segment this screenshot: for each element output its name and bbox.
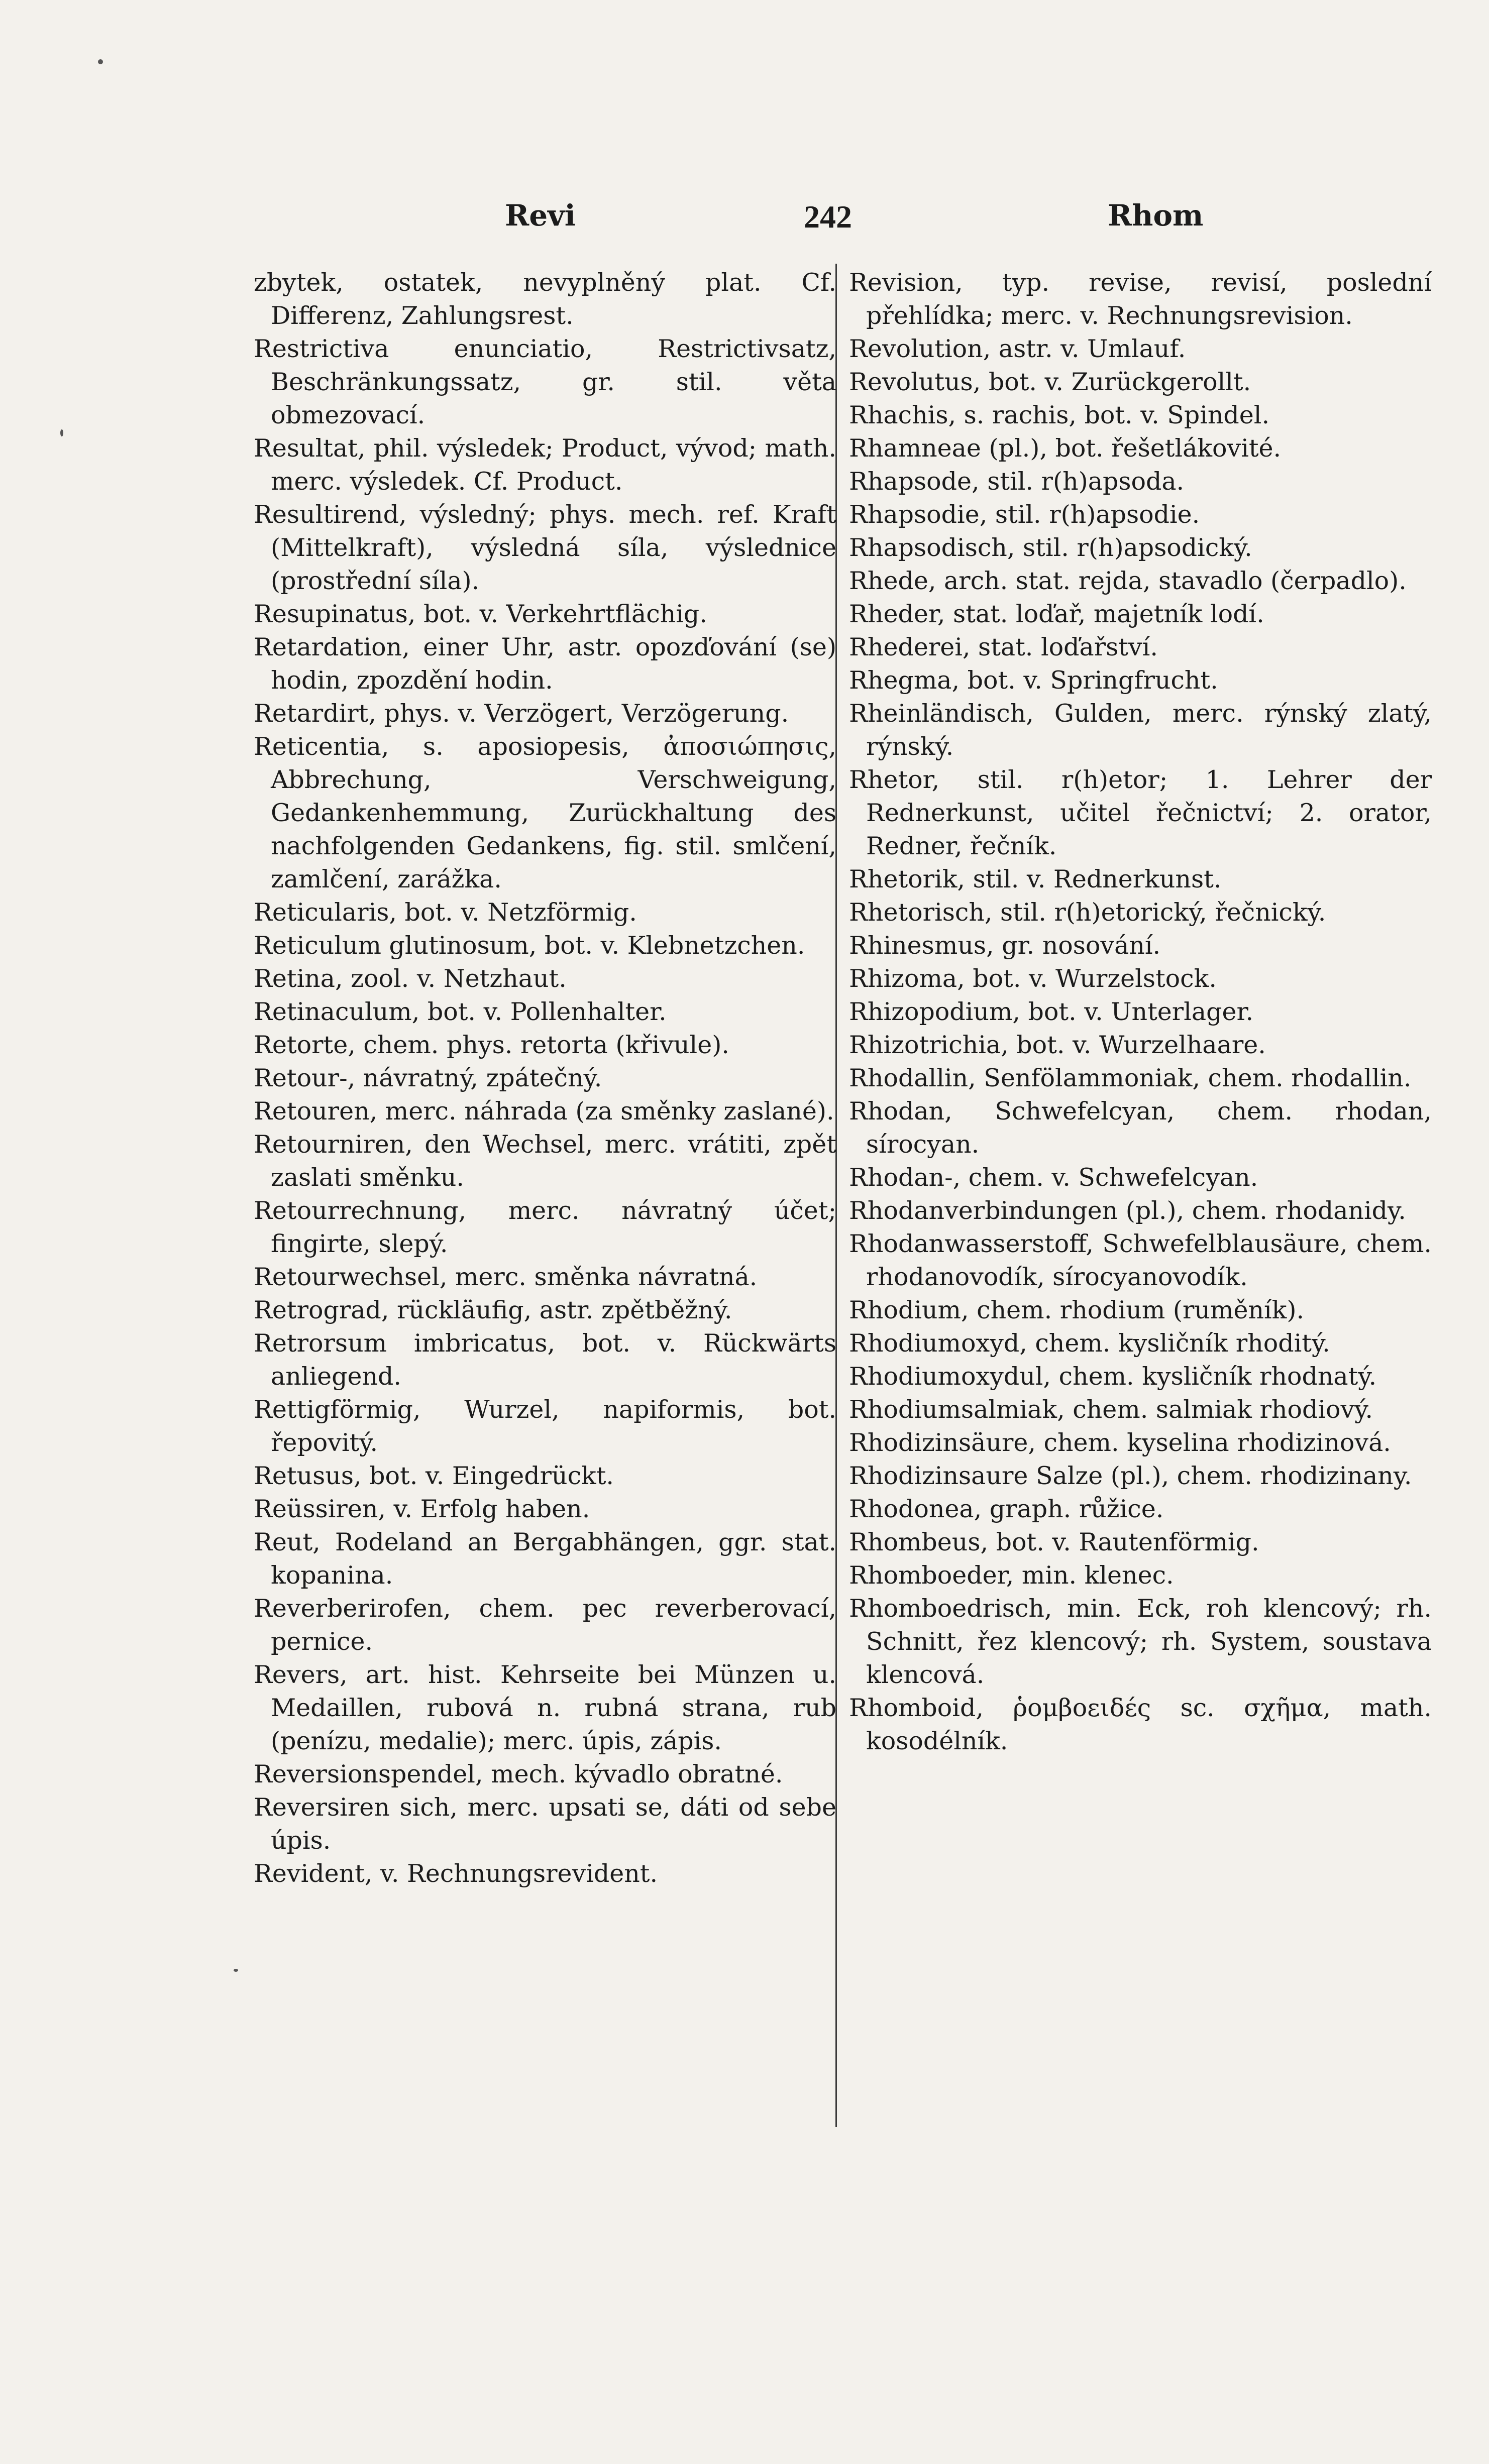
dictionary-entry: Rhetor, stil. r(h)etor; 1. Lehrer der Rednerkunst, učitel řečnictví; 2. orator, Redner, řečník.	[849, 765, 1432, 860]
dictionary-entry: Rhodizinsaure Salze (pl.), chem. rhodizinany.	[849, 1462, 1412, 1490]
dictionary-entry: Rhodizinsäure, chem. kyselina rhodizinová.	[849, 1428, 1391, 1457]
dictionary-entry: Rhizopodium, bot. v. Unterlager.	[849, 997, 1254, 1026]
dictionary-entry: Retouren, merc. náhrada (za směnky zaslané).	[254, 1097, 834, 1126]
dictionary-entry: Rhodallin, Senfölammoniak, chem. rhodallin.	[849, 1064, 1412, 1092]
dictionary-entry: Rhinesmus, gr. nosování.	[849, 931, 1161, 960]
dictionary-entry: Rhapsode, stil. r(h)apsoda.	[849, 467, 1185, 496]
dictionary-entry: Reticulum glutinosum, bot. v. Klebnetzchen.	[254, 931, 805, 960]
dictionary-entry: Rhodiumoxyd, chem. kysličník rhoditý.	[849, 1329, 1330, 1358]
dictionary-entry: Reversiren sich, merc. upsati se, dáti od sebe úpis.	[254, 1793, 836, 1855]
dictionary-entry: Rhodiumsalmiak, chem. salmiak rhodiový.	[849, 1395, 1373, 1424]
dictionary-entry: Rhodan-, chem. v. Schwefelcyan.	[849, 1163, 1258, 1192]
dictionary-entry: Resultat, phil. výsledek; Product, vývod; math. merc. výsledek. Cf. Product.	[254, 434, 836, 496]
dictionary-entry: Rhegma, bot. v. Springfrucht.	[849, 666, 1218, 695]
dictionary-entry: Rhapsodie, stil. r(h)apsodie.	[849, 500, 1200, 529]
dictionary-entry: Retrograd, rückläufig, astr. zpětběžný.	[254, 1296, 732, 1324]
dictionary-entry: Retina, zool. v. Netzhaut.	[254, 964, 567, 993]
dictionary-entry: Rhizotrichia, bot. v. Wurzelhaare.	[849, 1031, 1266, 1059]
dictionary-entry: Retourwechsel, merc. směnka návratná.	[254, 1263, 758, 1291]
dictionary-entry: Retardirt, phys. v. Verzögert, Verzögerung.	[254, 699, 789, 728]
dictionary-entry: Reverberirofen, chem. pec reverberovací, pernice.	[254, 1594, 836, 1656]
dictionary-entry: Retourrechnung, merc. návratný účet; fingirte, slepý.	[254, 1196, 836, 1258]
dictionary-entry: Resultirend, výsledný; phys. mech. ref. Kraft (Mittelkraft), výsledná síla, výslednice (prostřední síla).	[254, 500, 836, 595]
dictionary-entry: Retinaculum, bot. v. Pollenhalter.	[254, 997, 667, 1026]
dictionary-entry: Retour-, návratný, zpátečný.	[254, 1064, 602, 1092]
dictionary-entry: Rhodiumoxydul, chem. kysličník rhodnatý.	[849, 1362, 1377, 1391]
speck	[60, 429, 63, 436]
dictionary-entry: Retorte, chem. phys. retorta (křivule).	[254, 1031, 729, 1059]
dictionary-entry: Rhodan, Schwefelcyan, chem. rhodan, sírocyan.	[849, 1097, 1432, 1159]
dictionary-entry: Rhederei, stat. loďařství.	[849, 633, 1158, 661]
dictionary-entry: Reticentia, s. aposiopesis, ἀποσιώπησις, Abbrechung, Verschweigung, Gedankenhemmung, Zurückhaltung des nachfolgenden Gedankens, fig. stil. smlčení, zamlčení, zarážka.	[254, 732, 836, 893]
dictionary-entry: Rhizoma, bot. v. Wurzelstock.	[849, 964, 1217, 993]
speck	[234, 1969, 238, 1972]
dictionary-entry: Rhachis, s. rachis, bot. v. Spindel.	[849, 401, 1270, 429]
dictionary-entry: Reüssiren, v. Erfolg haben.	[254, 1495, 590, 1523]
header-right-guide-word: Rhom	[1108, 198, 1204, 233]
dictionary-entry: Revision, typ. revise, revisí, poslední přehlídka; merc. v. Rechnungsrevision.	[849, 268, 1432, 330]
right-column	[849, 266, 1432, 1758]
running-header	[251, 198, 1407, 244]
dictionary-entry: Rhodonea, graph. růžice.	[849, 1495, 1164, 1523]
page-number: 242	[804, 199, 852, 235]
dictionary-entry: Reut, Rodeland an Bergabhängen, ggr. stat. kopanina.	[254, 1528, 836, 1590]
dictionary-entry: Reversionspendel, mech. kývadlo obratné.	[254, 1760, 783, 1788]
dictionary-entry: Rhodanverbindungen (pl.), chem. rhodanidy.	[849, 1196, 1406, 1225]
dictionary-entry: Rhapsodisch, stil. r(h)apsodický.	[849, 533, 1252, 562]
dictionary-entry: Rheder, stat. loďař, majetník lodí.	[849, 600, 1264, 628]
dictionary-entry: Rhomboedrisch, min. Eck, roh klencový; rh. Schnitt, řez klencový; rh. System, soustava klencová.	[849, 1594, 1432, 1689]
speck	[98, 59, 103, 64]
dictionary-entry: Rhamneae (pl.), bot. řešetlákovité.	[849, 434, 1282, 463]
dictionary-entry: Retourniren, den Wechsel, merc. vrátiti, zpět zaslati směnku.	[254, 1130, 836, 1192]
dictionary-entry: Rettigförmig, Wurzel, napiformis, bot. řepovitý.	[254, 1395, 836, 1457]
dictionary-entry: Rhodanwasserstoff, Schwefelblausäure, chem. rhodanovodík, sírocyanovodík.	[849, 1229, 1432, 1291]
left-column	[254, 266, 836, 1890]
dictionary-entry: Retardation, einer Uhr, astr. opozďování (se) hodin, zpozdění hodin.	[254, 633, 836, 695]
dictionary-entry: Rhombeus, bot. v. Rautenförmig.	[849, 1528, 1259, 1556]
dictionary-entry: Revers, art. hist. Kehrseite bei Münzen u. Medaillen, rubová n. rubná strana, rub (penízu, medalie); merc. úpis, zápis.	[254, 1660, 836, 1755]
dictionary-entry: Revolution, astr. v. Umlauf.	[849, 334, 1186, 363]
dictionary-entry: zbytek, ostatek, nevyplněný plat. Cf. Differenz, Zahlungsrest.	[254, 268, 836, 330]
dictionary-entry: Resupinatus, bot. v. Verkehrtflächig.	[254, 600, 707, 628]
dictionary-entry: Rheinländisch, Gulden, merc. rýnský zlatý, rýnský.	[849, 699, 1432, 761]
dictionary-entry: Revident, v. Rechnungsrevident.	[254, 1859, 658, 1888]
dictionary-entry: Restrictiva enunciatio, Restrictivsatz, Beschränkungssatz, gr. stil. věta obmezovací.	[254, 334, 836, 429]
dictionary-entry: Reticularis, bot. v. Netzförmig.	[254, 898, 637, 927]
dictionary-entry: Rhodium, chem. rhodium (ruměník).	[849, 1296, 1305, 1324]
dictionary-entry: Retrorsum imbricatus, bot. v. Rückwärts anliegend.	[254, 1329, 836, 1391]
header-left-guide-word: Revi	[505, 198, 576, 233]
dictionary-entry: Rhede, arch. stat. rejda, stavadlo (čerpadlo).	[849, 567, 1407, 595]
dictionary-entry: Retusus, bot. v. Eingedrückt.	[254, 1462, 614, 1490]
dictionary-entry: Rhetorik, stil. v. Rednerkunst.	[849, 865, 1222, 893]
dictionary-entry: Revolutus, bot. v. Zurückgerollt.	[849, 368, 1251, 396]
dictionary-entry: Rhomboeder, min. klenec.	[849, 1561, 1174, 1590]
dictionary-entry: Rhetorisch, stil. r(h)etorický, řečnický.	[849, 898, 1326, 927]
dictionary-entry: Rhomboid, ῥομβοειδές sc. σχῆμα, math. kosodélník.	[849, 1694, 1432, 1755]
